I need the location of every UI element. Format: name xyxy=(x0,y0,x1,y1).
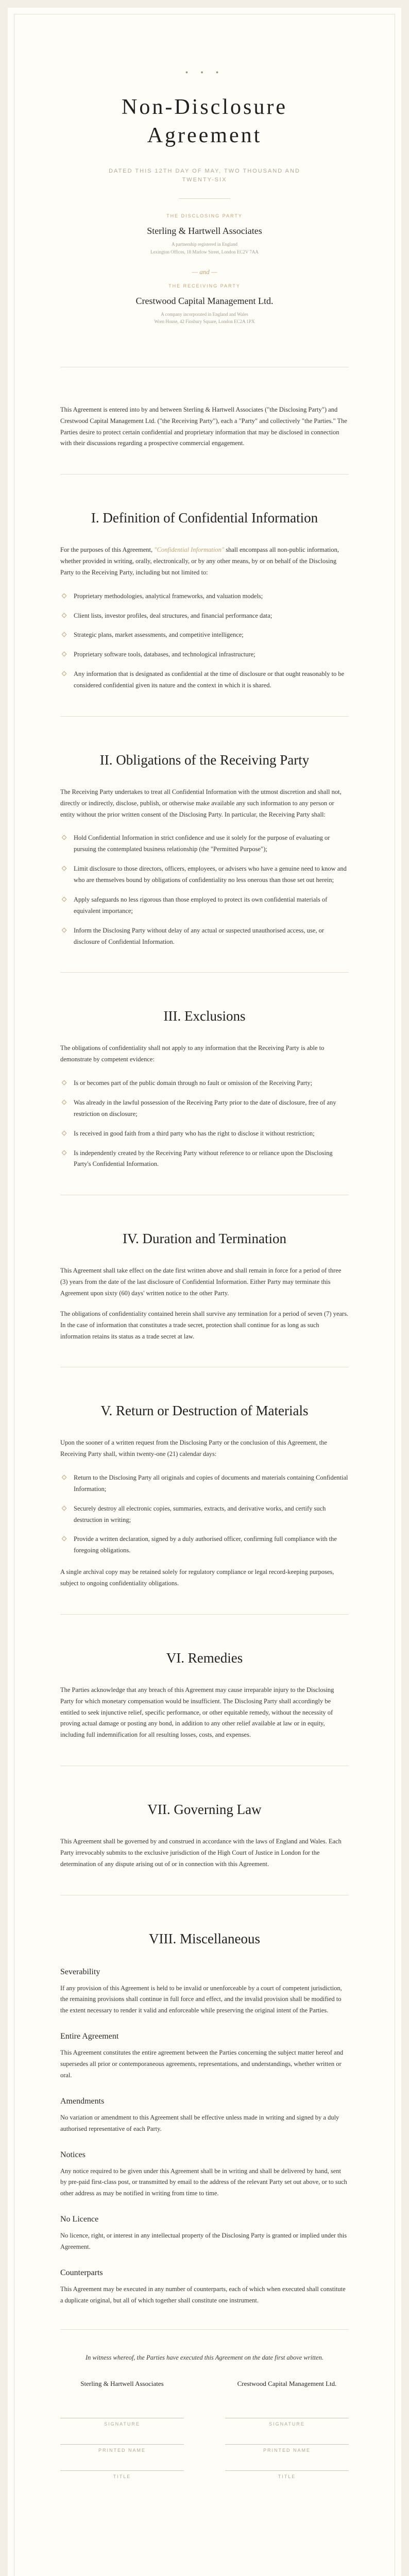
title-line[interactable] xyxy=(60,2470,184,2471)
diamond-bullet-icon xyxy=(62,613,67,618)
section-title: III. Exclusions xyxy=(163,1008,246,1024)
title-line-2: Agreement xyxy=(147,123,262,147)
divider xyxy=(179,198,230,199)
list-item: Is or becomes part of the public domain through no fault or omission of the Receiving Party; xyxy=(60,1078,349,1089)
paragraph: This Agreement constitutes the entire agreement between the Parties concerning the subject matter hereof and supersedes all prior or contemporaneous agreements, representations, and understandings, whether written or oral. xyxy=(60,2049,344,2079)
party-tag: THE DISCLOSING PARTY xyxy=(166,213,243,219)
and-separator xyxy=(60,268,349,276)
party-address-line: Wren House, 42 Finsbury Square, London EC2A 1PX xyxy=(154,319,255,325)
diamond-bullet-icon xyxy=(62,671,67,676)
list-item: Any information that is designated as confidential at the time of disclosure or that ought reasonably to be considered confidential given its nature and the context in which it is shared. xyxy=(60,669,349,691)
divider xyxy=(60,1614,349,1615)
section-intro: For the purposes of this Agreement, "Confidential Information" shall encompass all non-public information, whether provided in writing, orally, electronically, or by any other means, by or on behalf of the Disclosing Party to the Receiving Party, including but not limited to: xyxy=(60,546,339,576)
printed-name-line[interactable] xyxy=(225,2444,349,2445)
list-item: Hold Confidential Information in strict confidence and use it solely for the purpose of evaluating or pursuing the contemplated business relationship (the "Permitted Purpose"); xyxy=(60,833,349,855)
diamond-bullet-icon xyxy=(62,632,67,637)
paragraph: If any provision of this Agreement is held to be invalid or unenforceable by a court of competent jurisdiction, the remaining provisions shall continue in full force and effect, and the invalid provision shall be modified to the extent necessary to render it valid and enforceable while preserving the original intent of the Parties. xyxy=(60,1984,342,2014)
witness-clause: In witness whereof, the Parties have executed this Agreement on the date first above written. xyxy=(86,2353,323,2361)
disclosing-party-block xyxy=(60,213,349,256)
diamond-bullet-icon xyxy=(62,593,67,598)
ornament: • • • xyxy=(185,69,224,77)
diamond-bullet-icon xyxy=(62,866,67,871)
section-intro: The obligations of confidentiality shall not apply to any information that the Receiving Party is able to demonstrate by competent evidence: xyxy=(60,1044,325,1063)
paragraph: This Agreement shall be governed by and construed in accordance with the laws of England and Wales. Each Party irrevocably submits to the exclusive jurisdiction of the High Court of Justice in London for the determination of any dispute arising out of or in connection with this Agreement. xyxy=(60,1838,342,1868)
section-title: VI. Remedies xyxy=(166,1650,243,1666)
diamond-bullet-icon xyxy=(62,1505,67,1511)
diamond-bullet-icon xyxy=(62,927,67,933)
list-item: Is received in good faith from a third party who has the right to disclose it without restriction; xyxy=(60,1128,349,1140)
subsection-heading: Counterparts xyxy=(60,2268,103,2277)
paragraph: A single archival copy may be retained solely for regulatory compliance or legal record-keeping purposes, subject to ongoing confidentiality obligations. xyxy=(60,1568,334,1587)
party-name: Crestwood Capital Management Ltd. xyxy=(135,295,274,306)
subsection-heading: Entire Agreement xyxy=(60,2032,119,2041)
list-item: Return to the Disclosing Party all originals and copies of documents and materials containing Confidential Information; xyxy=(60,1472,349,1495)
receiving-party-block xyxy=(60,283,349,326)
section-intro: Upon the sooner of a written request from the Disclosing Party or the conclusion of this Agreement, the Receiving Party shall, within twenty-one (21) calendar days: xyxy=(60,1439,327,1458)
diamond-bullet-icon xyxy=(62,896,67,902)
section-title: V. Return or Destruction of Materials xyxy=(100,1403,309,1419)
list-item: Client lists, investor profiles, deal structures, and financial performance data; xyxy=(60,611,349,622)
divider xyxy=(60,972,349,973)
title-label: TITLE xyxy=(113,2473,131,2479)
list-item: Apply safeguards no less rigorous than those employed to protect its own confidential materials of equivalent importance; xyxy=(60,894,349,917)
subsection-heading: No Licence xyxy=(60,2215,99,2224)
document-page xyxy=(8,8,401,2576)
document-title xyxy=(60,93,349,149)
subsection-heading: Notices xyxy=(60,2150,86,2159)
title-line-1: Non-Disclosure xyxy=(122,95,287,119)
divider xyxy=(60,2329,349,2330)
and-text: — and — xyxy=(192,267,217,276)
preamble-paragraph: This Agreement is entered into by and between Sterling & Hartwell Associates ("the Disclosing Party") and Crestwood Capital Management Ltd. ("the Receiving Party"), each a "Party" and collectively "the Parties." The Parties desire to protect certain confidential and proprietary information that may be disclosed in connection with their discussions regarding a prospective commercial engagement. xyxy=(60,405,347,447)
list-item: Strategic plans, market assessments, and competitive intelligence; xyxy=(60,630,349,641)
title-label: TITLE xyxy=(278,2473,296,2479)
date-line: DATED THIS 12TH DAY OF MAY, TWO THOUSAND AND TWENTY-SIX xyxy=(109,168,300,183)
title-line[interactable] xyxy=(225,2470,349,2471)
party-description xyxy=(60,311,349,326)
paragraph: The obligations of confidentiality contained herein shall survive any termination for a period of seven (7) years. In the case of information that constitutes a trade secret, protection shall continue for as long as such information retains its status as a trade secret at law. xyxy=(60,1310,349,1340)
definition-list xyxy=(60,591,349,691)
list-item: Was already in the lawful possession of the Receiving Party prior to the date of disclosure, free of any restriction on disclosure; xyxy=(60,1097,349,1120)
party-address-line: Lexington Offices, 18 Marlow Street, London EC2V 7AA xyxy=(150,249,259,255)
list-item: Provide a written declaration, signed by a duly authorised officer, confirming full compliance with the foregoing obligations. xyxy=(60,1534,349,1556)
diamond-bullet-icon xyxy=(62,1536,67,1541)
signature-block xyxy=(60,2379,349,2479)
party-desc-line: A partnership registered in England xyxy=(172,242,237,247)
printed-name-line[interactable] xyxy=(60,2444,184,2445)
paragraph: This Agreement shall take effect on the date first written above and shall remain in force for a period of three (3) years from the date of the last disclosure of Confidential Information. Either Party may terminate this Agreement upon sixty (60) days' written notice to the other Party. xyxy=(60,1267,342,1297)
defined-term: "Confidential Information" xyxy=(154,546,225,554)
diamond-bullet-icon xyxy=(62,1080,67,1086)
list-item: Proprietary software tools, databases, and technological infrastructure; xyxy=(60,649,349,660)
divider xyxy=(60,716,349,717)
diamond-bullet-icon xyxy=(62,835,67,840)
paragraph: The Parties acknowledge that any breach of this Agreement may cause irreparable injury to the Disclosing Party for which monetary compensation would be insufficient. The Disclosing Party shall accordingly be entitled to seek injunctive relief, specific performance, or other equitable remedy, without the necessity of proving actual damage or posting any bond, in addition to any other relief available at law or in equity, including full indemnification for all resulting losses, costs, and expenses. xyxy=(60,1686,334,1739)
signature-label: SIGNATURE xyxy=(104,2421,140,2427)
section-title: VII. Governing Law xyxy=(147,1802,262,1818)
party-description xyxy=(60,241,349,256)
list-item: Inform the Disclosing Party without delay of any actual or suspected unauthorised access, use, or disclosure of Confidential Information. xyxy=(60,925,349,948)
printed-name-label: PRINTED NAME xyxy=(98,2447,146,2453)
exclusions-list xyxy=(60,1078,349,1170)
section-intro: The Receiving Party undertakes to treat all Confidential Information with the utmost discretion and shall not, directly or indirectly, disclose, publish, or otherwise make available any such information to any person or entity without the prior written consent of the Disclosing Party. In particular, the Receiving Party shall: xyxy=(60,788,342,818)
subsection-heading: Severability xyxy=(60,1967,100,1976)
party-tag: THE RECEIVING PARTY xyxy=(168,283,241,289)
list-item: Proprietary methodologies, analytical frameworks, and valuation models; xyxy=(60,591,349,602)
diamond-bullet-icon xyxy=(62,1099,67,1105)
section-title: VIII. Miscellaneous xyxy=(149,1930,260,1946)
signatory-party: Crestwood Capital Management Ltd. xyxy=(237,2379,337,2387)
document-content xyxy=(60,8,349,2479)
paragraph: This Agreement may be executed in any number of counterparts, each of which when executed shall constitute a duplicate original, but all of which together shall constitute one instrument. xyxy=(60,2285,346,2304)
obligations-list xyxy=(60,833,349,947)
party-name: Sterling & Hartwell Associates xyxy=(147,226,262,236)
subsection-heading: Amendments xyxy=(60,2096,105,2106)
paragraph: No licence, right, or interest in any intellectual property of the Disclosing Party is granted or implied under this Agreement. xyxy=(60,2232,347,2250)
diamond-bullet-icon xyxy=(62,1130,67,1136)
list-item: Securely destroy all electronic copies, summaries, extracts, and derivative works, and certify such destruction in writing; xyxy=(60,1503,349,1526)
diamond-bullet-icon xyxy=(62,1150,67,1155)
printed-name-label: PRINTED NAME xyxy=(263,2447,311,2453)
paragraph: No variation or amendment to this Agreement shall be effective unless made in writing and signed by a duly authorised representative of each Party. xyxy=(60,2113,339,2132)
section-title: I. Definition of Confidential Information xyxy=(91,510,318,526)
section-title: II. Obligations of the Receiving Party xyxy=(99,752,310,768)
signature-column-left xyxy=(60,2379,184,2479)
diamond-bullet-icon xyxy=(62,1475,67,1480)
paragraph: Any notice required to be given under this Agreement shall be in writing and shall be delivered by hand, sent by pre-paid first-class post, or transmitted by email to the address of the relevant Party set out above, or to such other address as may be notified in writing from time to time. xyxy=(60,2167,347,2197)
party-desc-line: A company incorporated in England and Wales xyxy=(161,311,248,317)
list-item: Limit disclosure to those directors, officers, employees, or advisers who have a genuine need to know and who are themselves bound by obligations of confidentiality no less onerous than those set out herein; xyxy=(60,863,349,886)
return-list xyxy=(60,1472,349,1556)
signatory-party: Sterling & Hartwell Associates xyxy=(80,2379,164,2387)
signature-label: SIGNATURE xyxy=(269,2421,305,2427)
signature-column-right xyxy=(225,2379,349,2479)
list-item: Is independently created by the Receiving Party without reference to or reliance upon the Disclosing Party's Confidential Information. xyxy=(60,1148,349,1171)
section-title: IV. Duration and Termination xyxy=(122,1231,287,1247)
diamond-bullet-icon xyxy=(62,652,67,657)
